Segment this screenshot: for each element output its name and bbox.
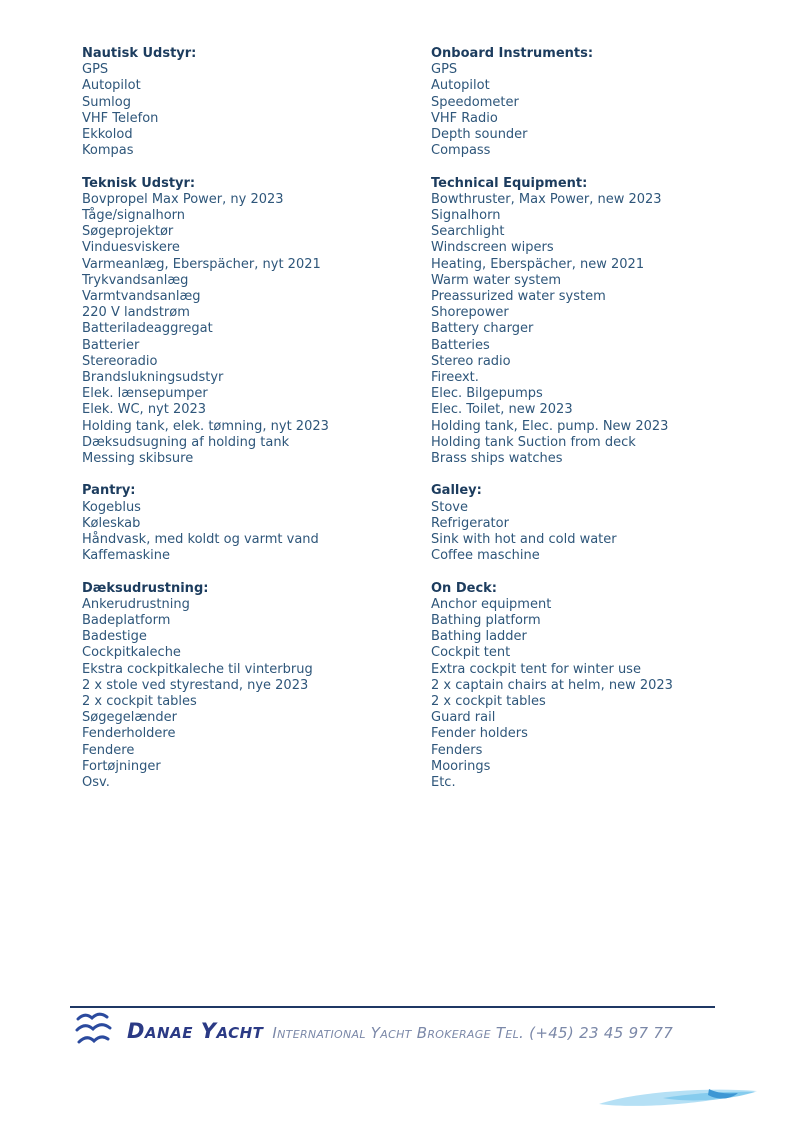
brand-tagline: International Yacht Brokerage Tel. (+45) 23 45 97 77	[272, 1024, 674, 1042]
footer-divider	[70, 1006, 715, 1008]
equipment-item: Warm water system	[431, 272, 562, 288]
equipment-column-right	[431, 581, 742, 792]
equipment-item: Fortøjninger	[82, 758, 161, 774]
equipment-item: Brandslukningsudstyr	[82, 370, 224, 386]
wave-swoosh-decoration	[597, 1087, 759, 1115]
equipment-item: VHF Radio	[431, 110, 498, 126]
equipment-section	[82, 176, 742, 468]
equipment-item: Anchor equipment	[431, 596, 552, 612]
equipment-item: Battery charger	[431, 321, 534, 337]
equipment-item: Moorings	[431, 758, 491, 774]
equipment-item: Elec. Toilet, new 2023	[431, 402, 573, 418]
equipment-item: 2 x cockpit tables	[431, 694, 546, 710]
section-title: On Deck:	[431, 580, 497, 596]
equipment-item: Cockpit tent	[431, 645, 511, 661]
equipment-item: Kogeblus	[82, 499, 141, 515]
equipment-column-left	[82, 46, 431, 159]
equipment-item: Elek. WC, nyt 2023	[82, 402, 207, 418]
equipment-item: Guard rail	[431, 710, 496, 726]
equipment-item: 2 x cockpit tables	[82, 694, 197, 710]
equipment-item: Batterier	[82, 337, 140, 353]
equipment-item: Kaffemaskine	[82, 548, 170, 564]
equipment-item: Ekkolod	[82, 127, 133, 143]
equipment-column-left	[82, 581, 431, 792]
equipment-item: Depth sounder	[431, 127, 528, 143]
equipment-column-left	[82, 176, 431, 468]
equipment-item: Elek. lænsepumper	[82, 386, 208, 402]
section-title: Teknisk Udstyr:	[82, 175, 196, 191]
equipment-item: Bovpropel Max Power, ny 2023	[82, 191, 284, 207]
equipment-item: Autopilot	[82, 78, 141, 94]
section-title: Galley:	[431, 483, 482, 499]
footer	[74, 1011, 724, 1051]
equipment-item: Bowthruster, Max Power, new 2023	[431, 191, 662, 207]
equipment-item: Varmtvandsanlæg	[82, 289, 201, 305]
equipment-column-right	[431, 483, 742, 564]
equipment-item: Batteries	[431, 337, 490, 353]
equipment-item: Dæksudsugning af holding tank	[82, 434, 290, 450]
equipment-item: Fendere	[82, 742, 135, 758]
equipment-item: Osv.	[82, 775, 110, 791]
equipment-item: Køleskab	[82, 515, 141, 531]
equipment-item: Fenders	[431, 742, 483, 758]
equipment-item: Fenderholdere	[82, 726, 176, 742]
equipment-item: Stove	[431, 499, 468, 515]
equipment-item: Searchlight	[431, 224, 505, 240]
waves-logo-icon	[74, 1011, 114, 1051]
equipment-item: Varmeanlæg, Eberspächer, nyt 2021	[82, 256, 321, 272]
equipment-item: Bathing platform	[431, 613, 541, 629]
equipment-item: Badestige	[82, 629, 147, 645]
equipment-item: Stereo radio	[431, 353, 511, 369]
footer-brand-line	[127, 1019, 673, 1043]
equipment-item: Extra cockpit tent for winter use	[431, 661, 641, 677]
equipment-item: Badeplatform	[82, 613, 171, 629]
equipment-list	[82, 46, 742, 807]
equipment-item: Brass ships watches	[431, 451, 563, 467]
equipment-item: Fireext.	[431, 370, 479, 386]
equipment-item: Håndvask, med koldt og varmt vand	[82, 532, 319, 548]
section-title: Onboard Instruments:	[431, 46, 594, 61]
equipment-item: Holding tank, Elec. pump. New 2023	[431, 418, 669, 434]
equipment-item: 2 x stole ved styrestand, nye 2023	[82, 677, 309, 693]
equipment-item: Refrigerator	[431, 515, 509, 531]
equipment-item: Etc.	[431, 775, 456, 791]
equipment-item: Batteriladeaggregat	[82, 321, 213, 337]
equipment-column-right	[431, 46, 742, 159]
equipment-item: Sink with hot and cold water	[431, 532, 617, 548]
section-title: Nautisk Udstyr:	[82, 46, 197, 61]
equipment-column-left	[82, 483, 431, 564]
equipment-item: Ekstra cockpitkaleche til vinterbrug	[82, 661, 313, 677]
brand-name: Danae Yacht	[127, 1019, 264, 1043]
equipment-item: Holding tank, elek. tømning, nyt 2023	[82, 418, 329, 434]
equipment-item: 2 x captain chairs at helm, new 2023	[431, 677, 673, 693]
equipment-item: Søgegelænder	[82, 710, 177, 726]
equipment-section	[82, 46, 742, 159]
equipment-item: Bathing ladder	[431, 629, 527, 645]
equipment-item: Sumlog	[82, 94, 131, 110]
equipment-item: Preassurized water system	[431, 289, 606, 305]
equipment-item: Heating, Eberspächer, new 2021	[431, 256, 645, 272]
equipment-item: Signalhorn	[431, 208, 501, 224]
equipment-item: Kompas	[82, 143, 134, 159]
equipment-item: Holding tank Suction from deck	[431, 434, 636, 450]
equipment-item: Vinduesviskere	[82, 240, 180, 256]
equipment-item: Compass	[431, 143, 491, 159]
equipment-item: 220 V landstrøm	[82, 305, 190, 321]
equipment-item: Elec. Bilgepumps	[431, 386, 543, 402]
equipment-item: Messing skibsure	[82, 451, 194, 467]
equipment-item: Cockpitkaleche	[82, 645, 181, 661]
equipment-item: GPS	[431, 62, 458, 78]
equipment-item: VHF Telefon	[82, 110, 159, 126]
equipment-item: Tåge/signalhorn	[82, 208, 186, 224]
equipment-item: Speedometer	[431, 94, 519, 110]
equipment-item: Coffee maschine	[431, 548, 540, 564]
section-title: Pantry:	[82, 483, 136, 499]
equipment-item: Shorepower	[431, 305, 509, 321]
equipment-section	[82, 483, 742, 564]
equipment-item: Fender holders	[431, 726, 528, 742]
section-title: Dæksudrustning:	[82, 580, 209, 596]
equipment-column-right	[431, 176, 742, 468]
equipment-item: GPS	[82, 62, 109, 78]
equipment-section	[82, 581, 742, 792]
equipment-item: Autopilot	[431, 78, 490, 94]
equipment-item: Stereoradio	[82, 353, 158, 369]
equipment-item: Ankerudrustning	[82, 596, 190, 612]
equipment-item: Windscreen wipers	[431, 240, 554, 256]
section-title: Technical Equipment:	[431, 175, 588, 191]
equipment-item: Trykvandsanlæg	[82, 272, 189, 288]
equipment-item: Søgeprojektør	[82, 224, 174, 240]
